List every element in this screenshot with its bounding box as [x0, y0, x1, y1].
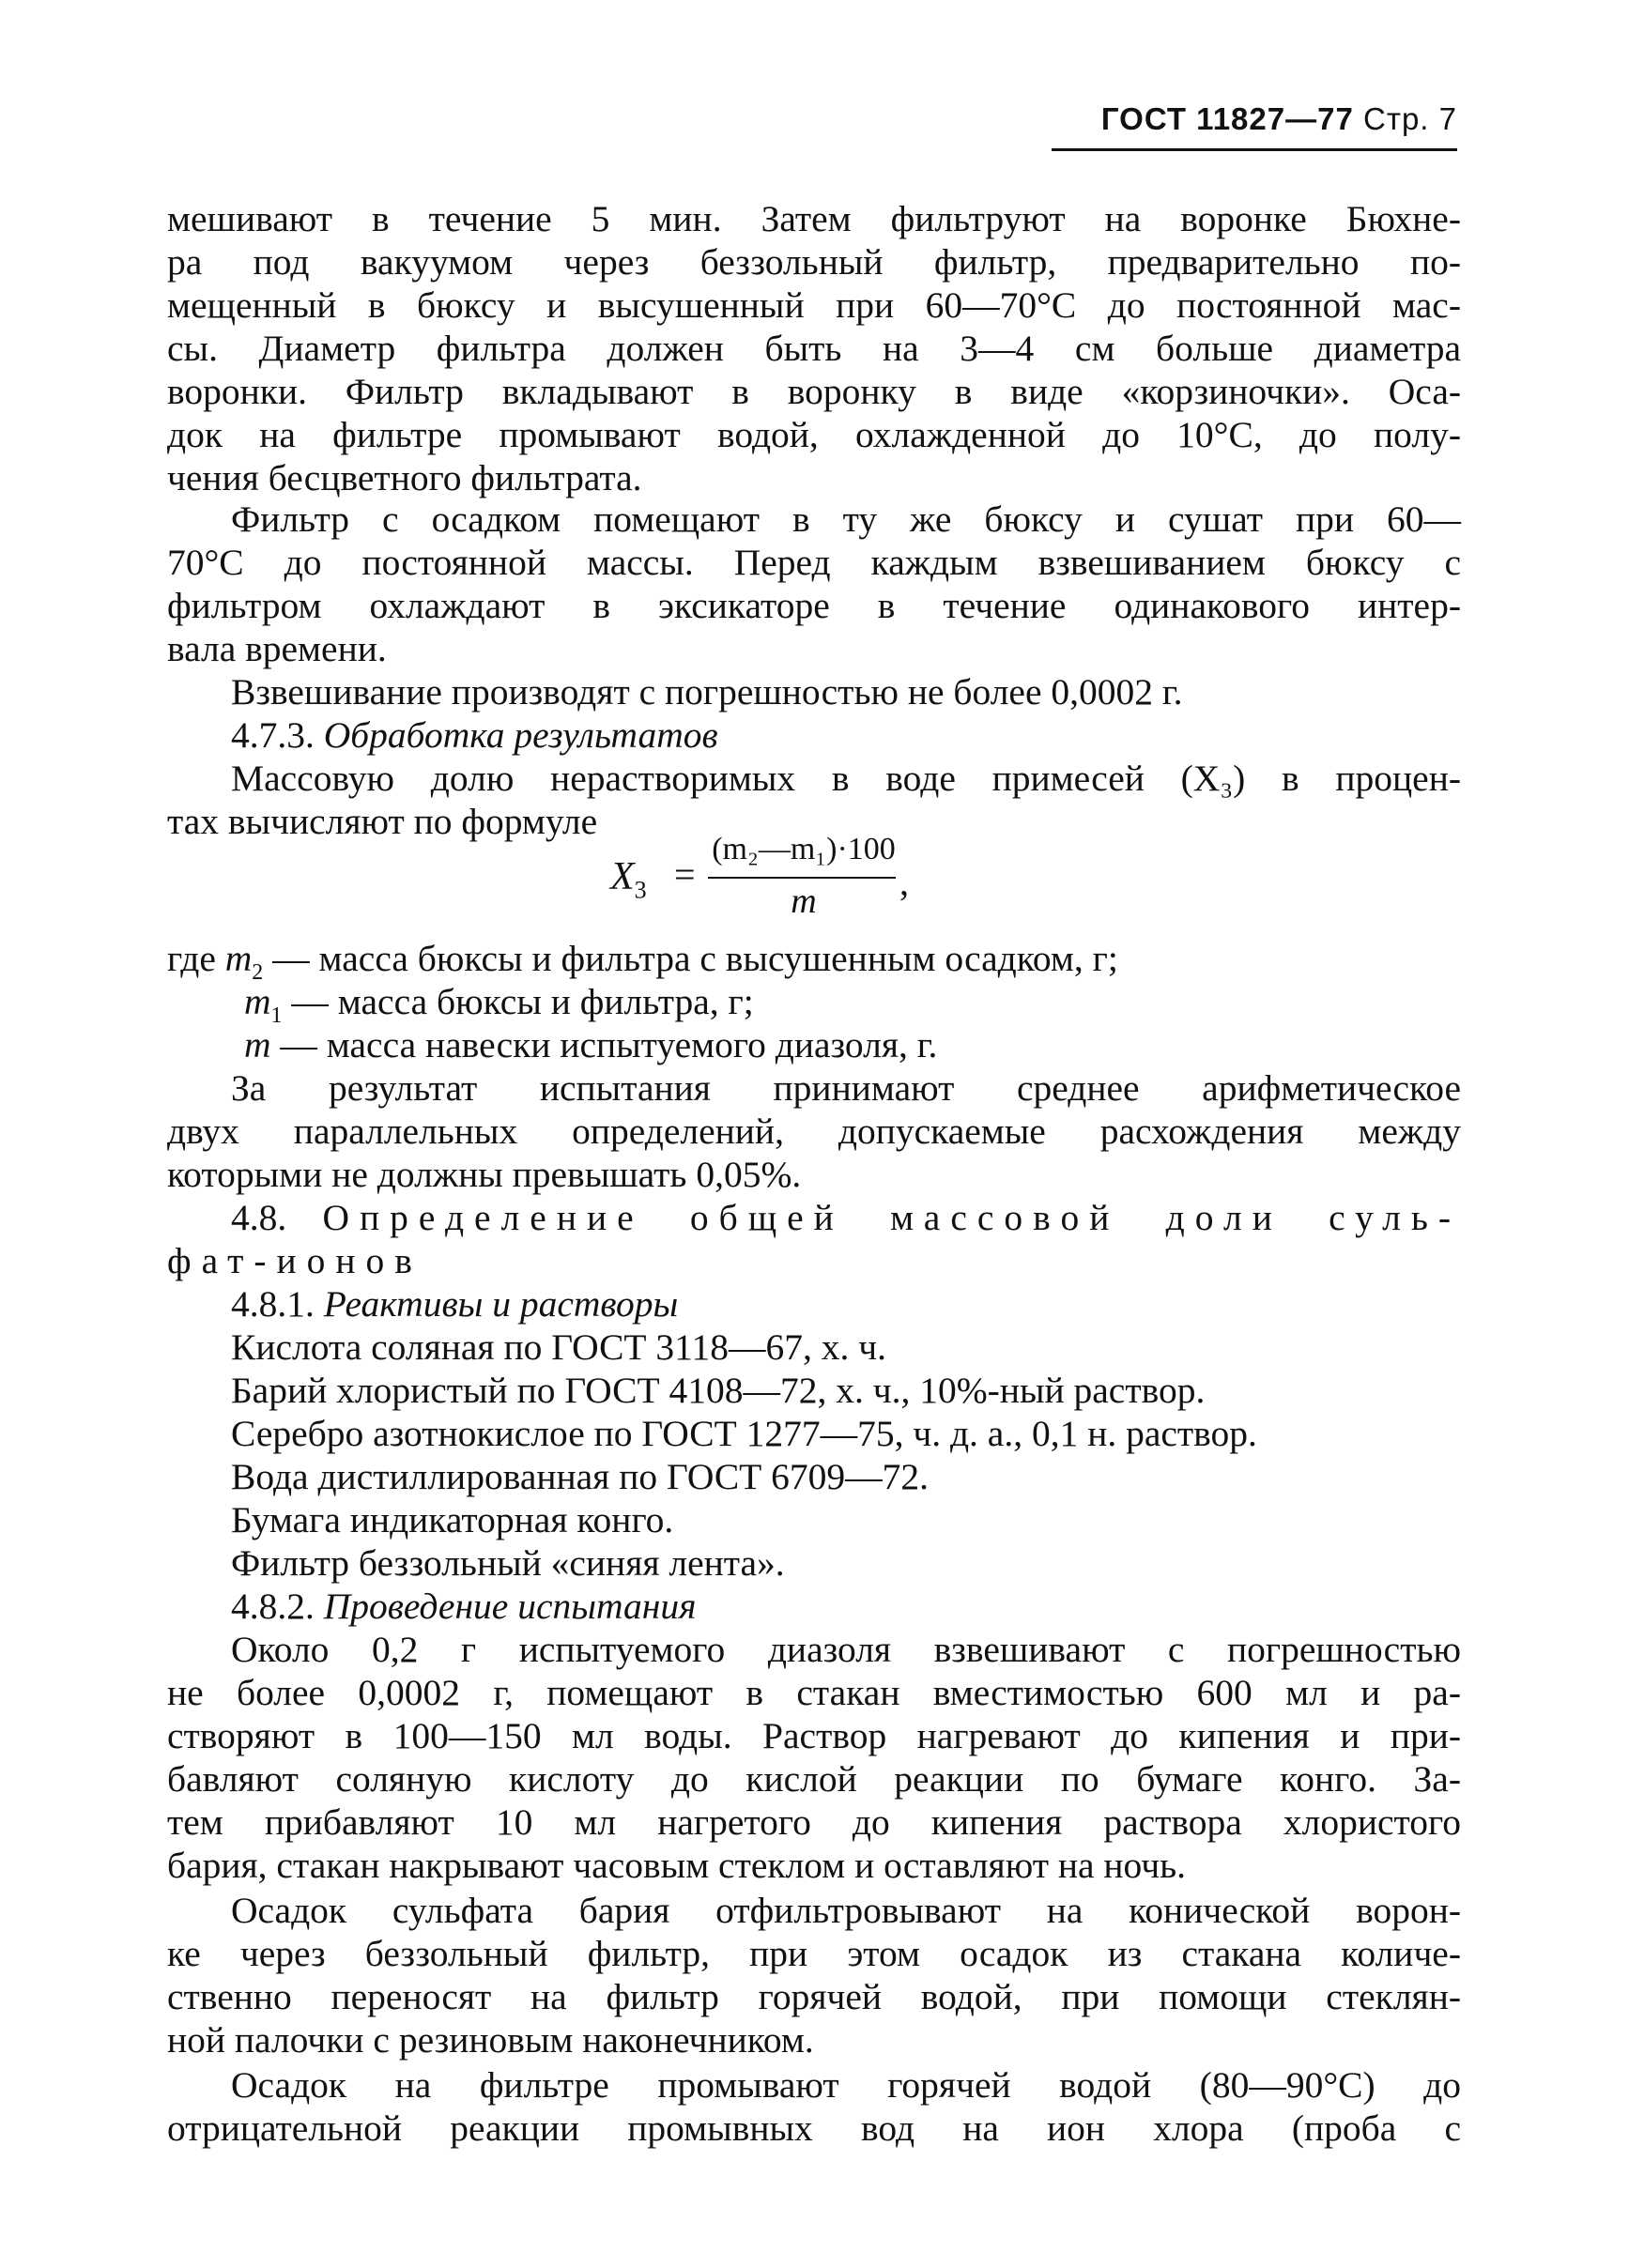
- section-title: Реактивы и растворы: [323, 1283, 679, 1325]
- text-line: двух параллельных определений, допускаемые расхождения между: [167, 1111, 1461, 1152]
- section-title: Проведение испытания: [323, 1586, 697, 1627]
- text-line: не более 0,0002 г, помещают в стакан вместимостью 600 мл и ра-: [167, 1672, 1461, 1713]
- page-header: [1052, 101, 1457, 151]
- text-line: сы. Диаметр фильтра должен быть на 3—4 см больше диаметра: [167, 328, 1461, 369]
- fraction-bar: [708, 877, 896, 879]
- text-line: Фильтр с осадком помещают в ту же бюксу и сушат при 60—: [231, 498, 1461, 540]
- text-line: вала времени.: [167, 628, 387, 669]
- formula-lhs: $X_3$: [610, 855, 647, 904]
- text-line: ной палочки с резиновым наконечником.: [167, 2019, 814, 2061]
- reagent-item: Серебро азотнокислое по ГОСТ 1277—75, ч. д. а., 0,1 н. раствор.: [231, 1413, 1257, 1454]
- text-line: Взвешивание производят с погрешностью не более 0,0002 г.: [231, 671, 1183, 713]
- formula-numerator: (m₂—m₁)·100: [712, 832, 896, 866]
- section-number: 4.8.1.: [231, 1283, 315, 1325]
- where-item: m — масса навески испытуемого диазоля, г.: [244, 1024, 938, 1065]
- text-line: 70°С до постоянной массы. Перед каждым взвешиванием бюксу с: [167, 542, 1461, 583]
- text-line: бавляют соляную кислоту до кислой реакции по бумаге конго. За-: [167, 1758, 1461, 1800]
- text-line: мещенный в бюксу и высушенный при 60—70°С до постоянной мас-: [167, 284, 1461, 326]
- reagent-item: Кислота соляная по ГОСТ 3118—67, х. ч.: [231, 1326, 886, 1368]
- reagent-item: Вода дистиллированная по ГОСТ 6709—72.: [231, 1456, 930, 1497]
- section-title: Определение общей массовой доли суль-: [322, 1197, 1462, 1238]
- text-line: мешивают в течение 5 мин. Затем фильтруют на воронке Бюхне-: [167, 198, 1461, 239]
- text-line: чения бесцветного фильтрата.: [167, 457, 642, 498]
- text-line: За результат испытания принимают среднее арифметическое: [231, 1067, 1461, 1109]
- section-number: 4.8.2.: [231, 1586, 315, 1627]
- text-line: ра под вакуумом через беззольный фильтр, предварительно по-: [167, 241, 1461, 283]
- text-line: воронки. Фильтр вкладывают в воронку в виде «корзиночки». Оса-: [167, 371, 1461, 412]
- text-line: створяют в 100—150 мл воды. Раствор нагревают до кипения и при-: [167, 1715, 1461, 1756]
- section-title: Обработка результатов: [323, 714, 718, 756]
- section-number: 4.7.3.: [231, 714, 315, 756]
- subsection-heading-473: [231, 713, 1461, 757]
- text-line: фильтром охлаждают в эксикаторе в течение одинакового интер-: [167, 585, 1461, 626]
- section-number: 4.8.: [231, 1197, 287, 1238]
- formula-equals: =: [674, 853, 696, 896]
- reagent-item: Бумага индикаторная конго.: [231, 1499, 674, 1540]
- reagent-item: Фильтр беззольный «синяя лента».: [231, 1542, 785, 1584]
- section-title-cont: фат-ионов: [167, 1240, 423, 1281]
- text-line: бария, стакан накрывают часовым стеклом и оставляют на ночь.: [167, 1845, 1187, 1886]
- section-heading-48: [231, 1196, 1461, 1239]
- standard-number: ГОСТ 11827—77: [1100, 101, 1354, 136]
- page-number: Стр. 7: [1363, 101, 1457, 136]
- subsection-heading-481: [231, 1282, 1461, 1326]
- text-line: тах вычисляют по формуле: [167, 801, 598, 842]
- text-line: Массовую долю нерастворимых в воде примесей (X₃) в процен-: [231, 758, 1461, 799]
- where-item: где $m_2$ — масса бюксы и фильтра с высушенным осадком, г;: [167, 938, 1118, 985]
- text-line: тем прибавляют 10 мл нагретого до кипения раствора хлористого: [167, 1801, 1461, 1843]
- text-line: Около 0,2 г испытуемого диазоля взвешивают с погрешностью: [231, 1629, 1461, 1670]
- formula-denominator: m: [791, 881, 817, 921]
- formula-x3: [601, 832, 1005, 935]
- text-line: которыми не должны превышать 0,05%.: [167, 1154, 802, 1195]
- text-line: ственно переносят на фильтр горячей водой, при помощи стеклян-: [167, 1976, 1461, 2017]
- text-line: отрицательной реакции промывных вод на ион хлора (проба с: [167, 2107, 1461, 2149]
- text-line: ке через беззольный фильтр, при этом осадок из стакана количе-: [167, 1933, 1461, 1974]
- reagent-item: Барий хлористый по ГОСТ 4108—72, х. ч., 10%-ный раствор.: [231, 1370, 1206, 1411]
- where-item: $m_1$ — масса бюксы и фильтра, г;: [244, 981, 754, 1028]
- text-line: Осадок на фильтре промывают горячей водой (80—90°С) до: [231, 2064, 1461, 2106]
- subsection-heading-482: [231, 1585, 1461, 1628]
- text-line: Осадок сульфата бария отфильтровывают на конической ворон-: [231, 1890, 1461, 1931]
- text-line: док на фильтре промывают водой, охлажденной до 10°С, до полу-: [167, 414, 1461, 455]
- formula-comma: ,: [899, 861, 909, 903]
